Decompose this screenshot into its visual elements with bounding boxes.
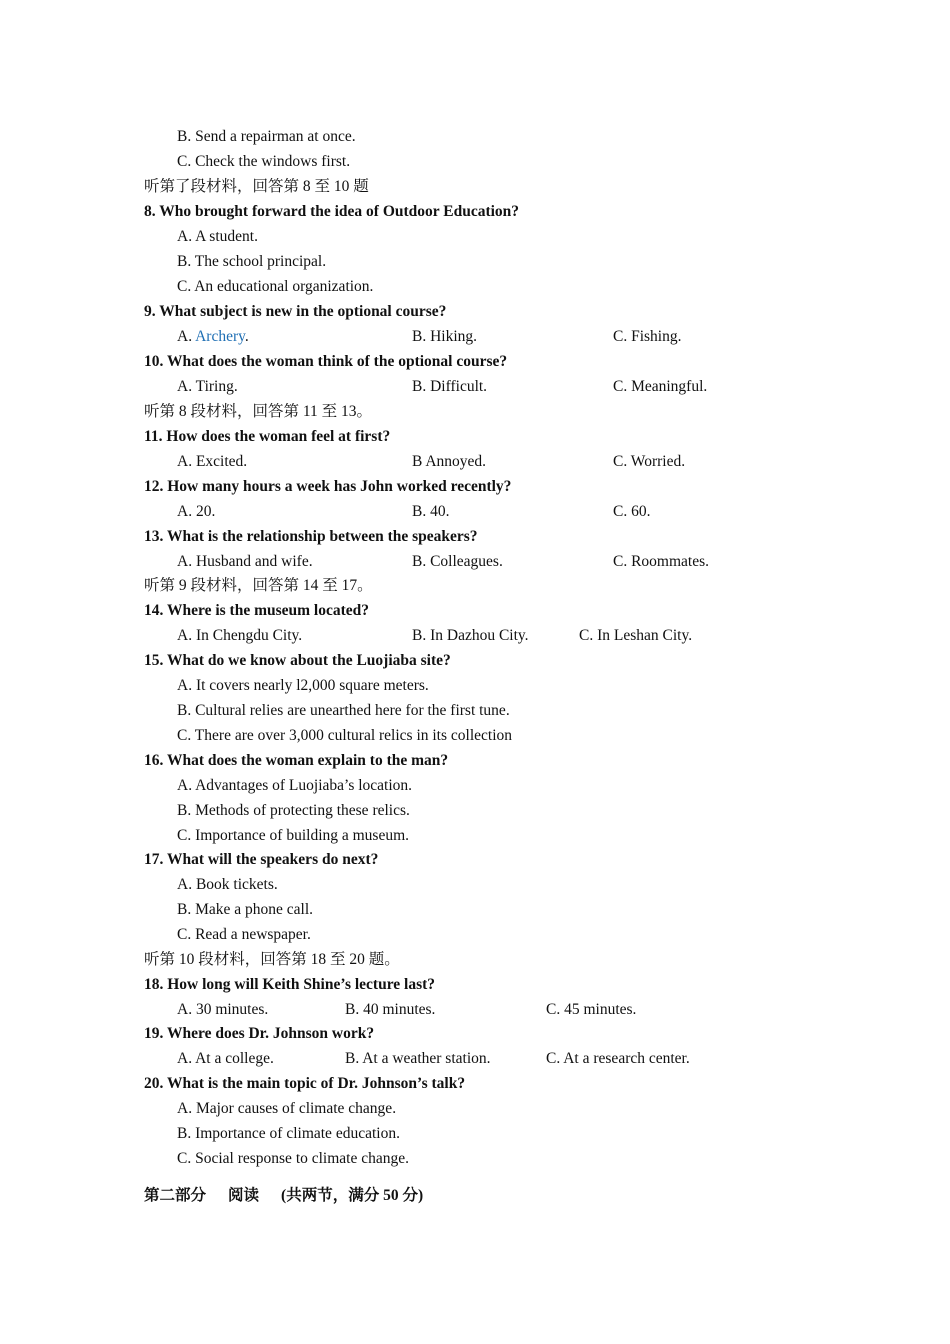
option-b: B. The school principal. [177,253,327,270]
option-a: A. Advantages of Luojiaba’s location. [177,777,413,794]
option-b: B. Make a phone call. [177,901,314,918]
option-a: A. 30 minutes. [177,1001,269,1018]
option-b: B. Importance of climate education. [177,1125,400,1142]
option-text: B. Send a repairman at once. [177,128,356,145]
option-c: C. 45 minutes. [546,1001,637,1018]
option-a: A. Book tickets. [177,876,278,893]
option-text: C. Check the windows first. [177,153,351,170]
question-12: 12. How many hours a week has John worked recently? [144,478,512,495]
question-11: 11. How does the woman feel at first? [144,428,391,445]
option-c: C. 60. [613,503,651,520]
section-instruction: 听第 9 段材料，回答第 14 至 17。 [144,577,373,594]
archery-link[interactable]: Archery [195,328,245,345]
question-18: 18. How long will Keith Shine’s lecture last? [144,976,436,993]
option-a: A. Tiring. [177,378,238,395]
option-b: B. 40 minutes. [345,1001,436,1018]
option-c: C. Importance of building a museum. [177,827,410,844]
question-14: 14. Where is the museum located? [144,602,370,619]
option-b: B. Cultural relies are unearthed here for the first tune. [177,702,510,719]
option-c: C. Read a newspaper. [177,926,311,943]
option-c: C. At a research center. [546,1050,690,1067]
option-b: B. Methods of protecting these relics. [177,802,410,819]
option-b: B. Hiking. [412,328,478,345]
question-13: 13. What is the relationship between the speakers? [144,528,478,545]
option-c: C. In Leshan City. [579,627,693,644]
option-b: B. Difficult. [412,378,488,395]
option-a: A. 20. [177,503,216,520]
option-c: C. Roommates. [613,553,710,570]
option-a: A. Husband and wife. [177,553,313,570]
section-instruction: 听第 10 段材料，回答第 18 至 20 题。 [144,951,400,968]
section-instruction: 听第 8 段材料，回答第 11 至 13。 [144,403,373,420]
option-a: A. It covers nearly l2,000 square meters. [177,677,429,694]
option-c: C. There are over 3,000 cultural relics in its collection [177,727,513,744]
part-note: (共两节，满分 50 分) [281,1187,424,1204]
option-c: C. Worried. [613,453,686,470]
section-instruction: 听第了段材料，回答第 8 至 10 题 [144,178,369,195]
option-a: A. A student. [177,228,258,245]
option-a: A. Major causes of climate change. [177,1100,397,1117]
question-10: 10. What does the woman think of the optional course? [144,353,508,370]
option-prefix: A. [177,328,196,345]
part-title: 阅读 [228,1187,260,1204]
option-c: C. Meaningful. [613,378,708,395]
option-a: A. Excited. [177,453,248,470]
option-b: B. 40. [412,503,450,520]
question-16: 16. What does the woman explain to the man? [144,752,449,769]
question-17: 17. What will the speakers do next? [144,851,379,868]
question-8: 8. Who brought forward the idea of Outdoor Education? [144,203,520,220]
question-9: 9. What subject is new in the optional course? [144,303,447,320]
option-c: C. An educational organization. [177,278,374,295]
option-a: A. At a college. [177,1050,274,1067]
part-label: 第二部分 [144,1187,207,1204]
option-suffix: . [244,328,249,345]
option-a: A. In Chengdu City. [177,627,303,644]
option-c: C. Fishing. [613,328,682,345]
option-b: B. In Dazhou City. [412,627,529,644]
question-20: 20. What is the main topic of Dr. Johnson’s talk? [144,1075,466,1092]
part-two-heading [144,1183,445,1208]
question-19: 19. Where does Dr. Johnson work? [144,1025,375,1042]
option-a [177,324,249,349]
question-15: 15. What do we know about the Luojiaba site? [144,652,451,669]
option-b: B. Colleagues. [412,553,503,570]
option-c: C. Social response to climate change. [177,1150,410,1167]
option-b: B Annoyed. [412,453,487,470]
option-b: B. At a weather station. [345,1050,491,1067]
